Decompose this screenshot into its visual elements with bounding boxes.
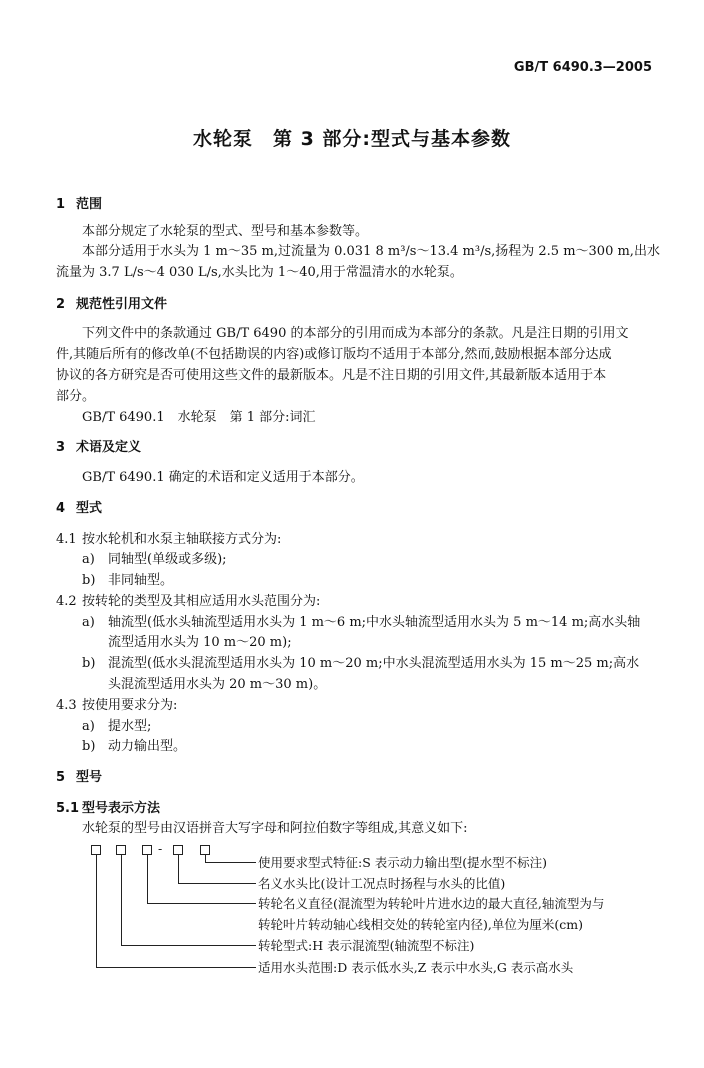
clause-5-1-heading xyxy=(56,797,160,816)
paragraph: GB/T 6490.1 确定的术语和定义适用于本部分。 xyxy=(82,470,364,485)
clause-number: 5.1 xyxy=(56,801,80,816)
clause-text: 按转轮的类型及其相应适用水头范围分为: xyxy=(82,594,321,609)
leader-line xyxy=(121,855,122,945)
list-text-continued: 头混流型适用水头为 20 m～30 m)。 xyxy=(108,677,327,692)
code-dash: - xyxy=(158,841,163,856)
code-box-runner-type xyxy=(116,845,126,855)
list-text-continued: 流型适用水头为 10 m～20 m); xyxy=(108,635,292,650)
clause-text: 按使用要求分为: xyxy=(82,698,178,713)
section-title: 型式 xyxy=(76,501,103,516)
paragraph: 协议的各方研究是否可使用这些文件的最新版本。凡是不注日期的引用文件,其最新版本适用于本 xyxy=(56,368,607,383)
leader-line xyxy=(178,883,256,884)
leader-line xyxy=(121,945,256,946)
paragraph: 水轮泵的型号由汉语拼音大写字母和阿拉伯数字等组成,其意义如下: xyxy=(82,821,468,836)
code-box-head-range xyxy=(91,845,101,855)
paragraph: 下列文件中的条款通过 GB/T 6490 的本部分的引用而成为本部分的条款。凡是注日期的引用文 xyxy=(82,326,629,341)
code-box-usage-type xyxy=(200,845,210,855)
reference-item: GB/T 6490.1 水轮泵 第 1 部分:词汇 xyxy=(82,410,316,425)
list-item xyxy=(82,652,639,671)
model-designation-diagram xyxy=(86,841,646,985)
clause-title: 型号表示方法 xyxy=(82,801,161,816)
leader-line xyxy=(147,855,148,903)
leader-line xyxy=(147,903,256,904)
section-5-heading xyxy=(56,766,102,785)
section-title: 型号 xyxy=(76,770,103,785)
list-text: 非同轴型。 xyxy=(108,573,174,588)
section-title: 规范性引用文件 xyxy=(76,297,168,312)
list-text: 同轴型(单级或多级); xyxy=(108,552,227,567)
leader-line xyxy=(205,855,206,862)
clause-text: 按水轮机和水泵主轴联接方式分为: xyxy=(82,532,282,547)
leader-line xyxy=(205,862,256,863)
list-marker: b) xyxy=(82,656,96,671)
clause-4-2 xyxy=(56,590,320,609)
clause-number: 4.1 xyxy=(56,532,77,547)
list-text: 轴流型(低水头轴流型适用水头为 1 m～6 m;中水头轴流型适用水头为 5 m～14 m;高水头轴 xyxy=(108,615,641,630)
list-item xyxy=(82,548,227,567)
section-1-heading xyxy=(56,193,102,212)
section-4-heading xyxy=(56,497,102,516)
clause-4-3 xyxy=(56,694,177,713)
standard-code: GB/T 6490.3—2005 xyxy=(513,60,652,75)
paragraph: 本部分适用于水头为 1 m～35 m,过流量为 0.031 8 m³/s～13.4 m³/s,扬程为 2.5 m～300 m,出水 xyxy=(82,244,660,259)
list-marker: a) xyxy=(82,552,95,567)
clause-4-1 xyxy=(56,528,281,547)
section-number: 1 xyxy=(56,197,66,212)
section-number: 4 xyxy=(56,501,66,516)
list-text: 提水型; xyxy=(108,719,152,734)
leader-line xyxy=(96,967,256,968)
runner-type-label: 转轮型式:H 表示混流型(轴流型不标注) xyxy=(258,938,475,953)
list-text: 动力输出型。 xyxy=(108,739,187,754)
runner-diameter-label: 转轮名义直径(混流型为转轮叶片进水边的最大直径,轴流型为与 xyxy=(258,896,605,911)
leader-line xyxy=(178,855,179,883)
clause-number: 4.3 xyxy=(56,698,77,713)
section-number: 3 xyxy=(56,440,66,455)
clause-number: 4.2 xyxy=(56,594,77,609)
section-3-heading xyxy=(56,436,141,455)
section-number: 2 xyxy=(56,297,66,312)
paragraph: 流量为 3.7 L/s～4 030 L/s,水头比为 1～40,用于常温清水的水轮泵。 xyxy=(56,265,463,280)
section-2-heading xyxy=(56,293,167,312)
head-ratio-label: 名义水头比(设计工况点时扬程与水头的比值) xyxy=(258,876,506,891)
paragraph: 件,其随后所有的修改单(不包括勘误的内容)或修订版均不适用于本部分,然而,鼓励根据本部分达成 xyxy=(56,347,612,362)
list-item xyxy=(82,715,151,734)
list-marker: b) xyxy=(82,739,96,754)
list-text: 混流型(低水头混流型适用水头为 10 m～20 m;中水头混流型适用水头为 15 m～25 m;高水 xyxy=(108,656,640,671)
code-box-head-ratio xyxy=(173,845,183,855)
list-item xyxy=(82,569,173,588)
section-title: 术语及定义 xyxy=(76,440,142,455)
page-title: 水轮泵 第 3 部分:型式与基本参数 xyxy=(192,128,512,150)
paragraph: 部分。 xyxy=(56,389,96,404)
list-marker: a) xyxy=(82,615,95,630)
paragraph: 本部分规定了水轮泵的型式、型号和基本参数等。 xyxy=(82,224,369,239)
runner-diameter-label-continued: 转轮叶片转动轴心线相交处的转轮室内径),单位为厘米(cm) xyxy=(258,917,583,932)
list-item xyxy=(82,735,186,754)
leader-line xyxy=(96,855,97,967)
list-marker: b) xyxy=(82,573,96,588)
usage-type-label: 使用要求型式特征:S 表示动力输出型(提水型不标注) xyxy=(258,855,548,870)
code-box-runner-diameter xyxy=(142,845,152,855)
head-range-label: 适用水头范围:D 表示低水头,Z 表示中水头,G 表示高水头 xyxy=(258,960,574,975)
section-number: 5 xyxy=(56,770,66,785)
list-item xyxy=(82,611,640,630)
list-marker: a) xyxy=(82,719,95,734)
section-title: 范围 xyxy=(76,197,103,212)
